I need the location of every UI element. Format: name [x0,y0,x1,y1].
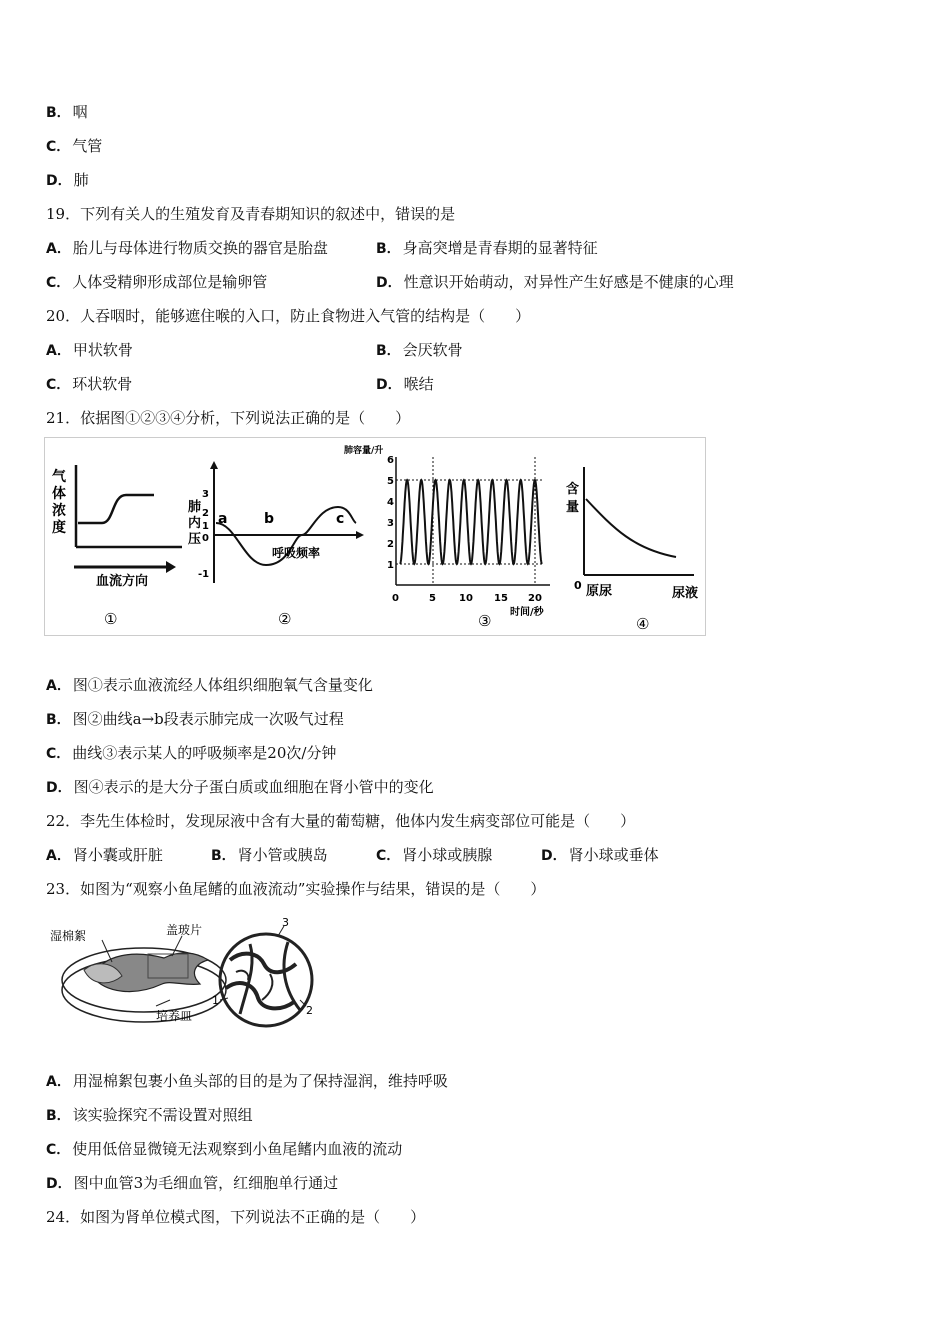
q19-option-d[interactable] [376,272,734,293]
q19-option-c[interactable] [46,272,267,293]
option-label: C． [46,377,71,393]
option-text: 图①表示血液流经人体组织细胞氧气含量变化 [72,676,373,694]
q21-figure-panel [44,437,706,637]
q23-option-a[interactable] [46,1071,448,1092]
option-text: 身高突增是青春期的显著特征 [402,239,598,257]
option-label: B． [376,343,401,359]
fig4-caption: ④ [636,615,650,633]
q22-option-a[interactable] [46,845,163,866]
q22-stem: 22．李先生体检时，发现尿液中含有大量的葡萄糖，他体内发生病变部位可能是（ ） [46,812,636,830]
option-label: B． [46,712,71,728]
fig2-tick-2: 2 [202,508,209,519]
option-label: D． [46,780,72,796]
option-label: D． [376,275,402,291]
fig3-ytick-6: 6 [387,455,394,466]
q23-fish-figure [44,914,334,1034]
option-label: B． [211,848,236,864]
label-coverslip: 盖玻片 [166,923,203,937]
option-label: B． [46,1108,71,1124]
fig2-tick-0: 0 [202,533,209,544]
fig3-ytick-5: 5 [387,476,394,487]
fig1-arrow-head-icon [166,561,176,573]
option-text: 图中血管3为毛细血管，红细胞单行通过 [73,1174,339,1192]
fig3-ytick-3: 3 [387,518,394,529]
q20-option-a[interactable] [46,340,133,361]
q22-option-c[interactable] [376,845,492,866]
option-text: 咽 [72,103,88,121]
q18-option-d[interactable] [46,170,89,191]
fig2-tick-1: 1 [202,521,209,532]
q20-stem: 20．人吞咽时，能够遮住喉的入口，防止食物进入气管的结构是（ ） [46,307,531,325]
fig2-lung-pressure-graph [188,461,364,628]
petri-dish-diagram [50,922,226,1023]
option-text: 气管 [72,137,103,155]
fig3-ytick-2: 2 [387,539,394,550]
option-text: 胎儿与母体进行物质交换的器官是胎盘 [72,239,328,257]
q19-stem: 19．下列有关人的生殖发育及青春期知识的叙述中，错误的是 [46,205,456,223]
q20-option-d[interactable] [376,374,434,395]
q21-option-b[interactable] [46,709,344,730]
q18-option-b[interactable] [46,102,88,123]
option-text: 曲线③表示某人的呼吸频率是20次/分钟 [72,744,337,762]
fig2-point-c: c [336,511,345,527]
option-label: D． [46,1176,72,1192]
fig3-xtick-5: 5 [429,593,436,604]
option-text: 甲状软骨 [72,341,133,359]
q19-option-a[interactable] [46,238,328,259]
option-text: 肾小球或垂体 [568,846,659,864]
vessel-label-2: 2 [306,1004,313,1017]
q23-option-c[interactable] [46,1139,402,1160]
blood-vessel-view [212,916,313,1026]
option-text: 肺 [73,171,89,189]
q19-option-b[interactable] [376,238,598,259]
fig4-content-graph [566,467,698,633]
option-text: 肾小球或胰腺 [402,846,493,864]
fig1-gas-concentration-graph [52,465,182,628]
q22-option-b[interactable] [211,845,328,866]
fig2-tick-neg1: -1 [198,569,210,580]
fig3-lung-volume-graph [344,444,550,630]
q23-stem: 23．如图为“观察小鱼尾鳍的血液流动”实验操作与结果，错误的是（ ） [46,880,546,898]
option-text: 用湿棉絮包裹小鱼头部的目的是为了保持湿润，维持呼吸 [72,1072,448,1090]
fig3-xtick-20: 20 [528,593,542,604]
q20-option-c[interactable] [46,374,132,395]
option-label: C． [46,1142,71,1158]
fig3-xtick-10: 10 [459,593,473,604]
fig4-xlabel-2: 尿液 [672,586,699,601]
fig3-breath-curve [400,480,542,564]
q21-stem: 21．依据图①②③④分析，下列说法正确的是（ ） [46,409,411,427]
q21-option-a[interactable] [46,675,373,696]
fig4-origin: 0 [574,579,582,592]
fig3-ytick-1: 1 [387,560,394,571]
fig2-ylabel-1: 肺 [188,500,202,515]
option-text: 图②曲线a→b段表示肺完成一次吸气过程 [72,710,344,728]
option-text: 环状软骨 [72,375,133,393]
option-text: 喉结 [403,375,434,393]
fig2-ylabel-3: 压 [188,532,202,547]
option-label: A． [46,343,71,359]
fig1-ylabel-2: 体 [52,486,66,502]
fig3-xtick-15: 15 [494,593,508,604]
fig2-ylabel-2: 内 [188,516,202,531]
fig1-xlabel: 血流方向 [96,574,149,589]
option-label: D． [46,173,72,189]
fig2-xlabel: 呼吸频率 [272,546,321,560]
fig1-caption: ① [104,610,118,628]
option-text: 肾小囊或肝脏 [72,846,163,864]
option-label: B． [46,105,71,121]
q23-option-b[interactable] [46,1105,253,1126]
option-text: 会厌软骨 [402,341,463,359]
option-label: A． [46,1074,71,1090]
vessel-label-3: 3 [282,916,289,929]
option-text: 该实验探究不需设置对照组 [72,1106,253,1124]
fig1-ylabel-1: 气 [52,469,66,485]
option-label: C． [46,746,71,762]
fig1-ylabel-3: 浓 [52,503,66,519]
option-label: C． [46,139,71,155]
option-label: A． [46,241,71,257]
fig3-ylabel: 肺容量/升 [344,446,384,456]
fig2-xaxis-arrow-icon [356,531,364,539]
fig3-caption: ③ [478,612,492,630]
fig4-ylabel-1: 含 [566,482,580,497]
vessel-label-1: 1 [212,994,219,1007]
fig4-xlabel-1: 原尿 [586,584,613,599]
fig2-axis-arrow-icon [210,461,218,469]
q21-option-d[interactable] [46,777,434,798]
q18-option-c[interactable] [46,136,102,157]
option-label: C． [46,275,71,291]
option-label: D． [541,848,567,864]
fig2-point-b: b [264,511,275,527]
fig3-ytick-4: 4 [387,497,394,508]
option-label: D． [376,377,402,393]
q21-option-c[interactable] [46,743,336,764]
label-wet-cotton: 湿棉絮 [50,929,87,943]
fig3-xtick-0: 0 [392,593,399,604]
option-text: 性意识开始萌动，对异性产生好感是不健康的心理 [403,273,734,291]
fig2-caption: ② [278,610,292,628]
q24-stem: 24．如图为肾单位模式图，下列说法不正确的是（ ） [46,1208,426,1226]
option-label: A． [46,848,71,864]
option-label: A． [46,678,71,694]
label-petri-dish: 培养皿 [156,1009,193,1023]
fig2-tick-3: 3 [202,489,209,500]
option-text: 使用低倍显微镜无法观察到小鱼尾鳍内血液的流动 [72,1140,403,1158]
option-label: C． [376,848,401,864]
option-text: 图④表示的是大分子蛋白质或血细胞在肾小管中的变化 [73,778,434,796]
q23-option-d[interactable] [46,1173,338,1194]
q20-option-b[interactable] [376,340,463,361]
option-label: B． [376,241,401,257]
fig1-ylabel-4: 度 [52,520,66,536]
option-text: 肾小管或胰岛 [237,846,328,864]
fig2-point-a: a [218,511,228,527]
option-text: 人体受精卵形成部位是输卵管 [72,273,268,291]
fig4-ylabel-2: 量 [566,500,580,515]
q22-option-d[interactable] [541,845,659,866]
fig3-xlabel: 时间/秒 [510,607,544,618]
